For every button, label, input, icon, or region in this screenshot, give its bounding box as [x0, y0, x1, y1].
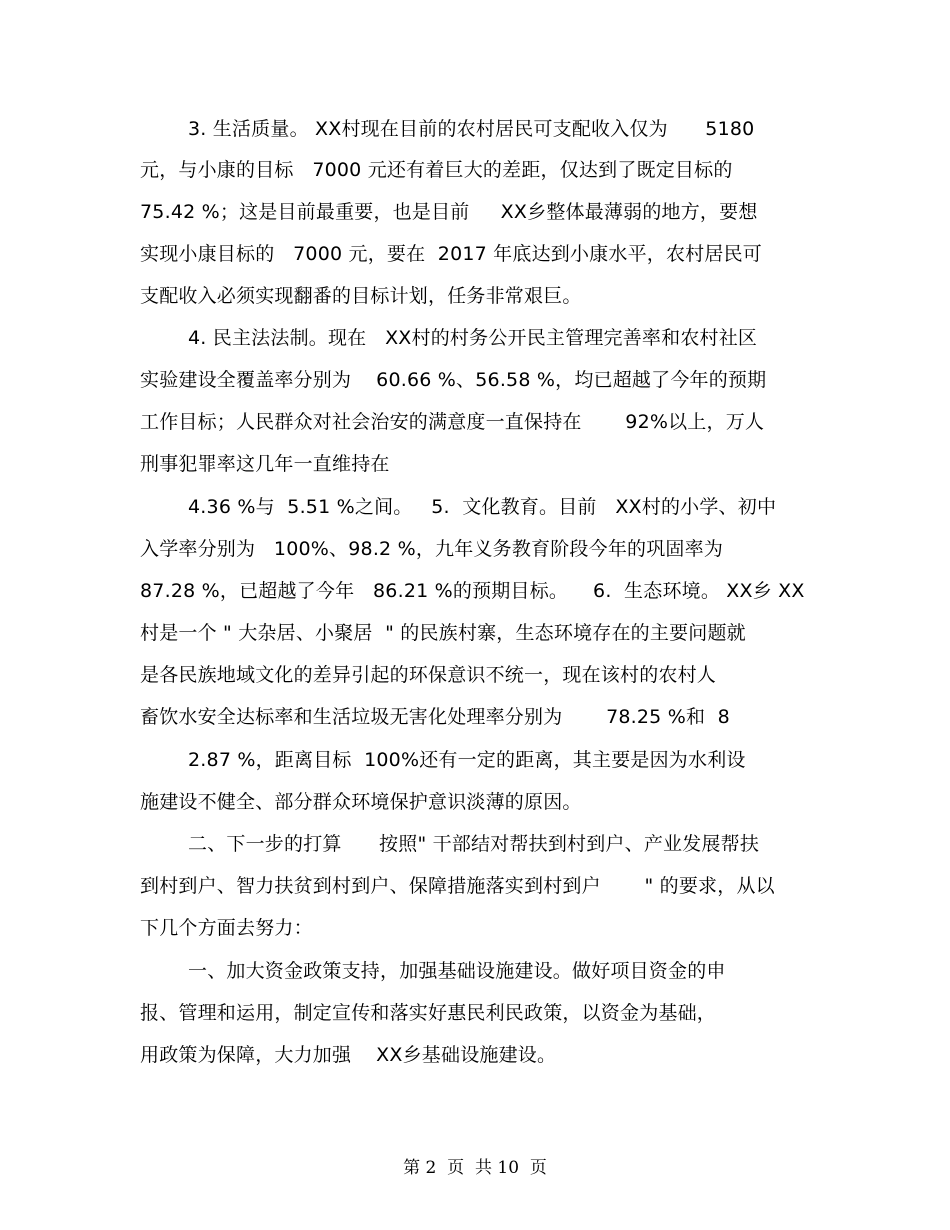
text-line: 施建设不健全、部分群众环境保护意识淡薄的原因。	[140, 791, 582, 813]
text-line: 实验建设全覆盖率分别为 60.66 %、56.58 %，均已超越了今年的预期	[140, 369, 767, 391]
text-line: 刑事犯罪率这几年一直维持在	[140, 453, 390, 475]
text-line: 75.42 %；这是目前最重要，也是目前 XX乡整体最薄弱的地方，要想	[140, 201, 758, 223]
text-line: 4.36 %与 5.51 %之间。 5. 文化教育。目前 XX村的小学、初中	[188, 496, 777, 518]
text-line: 实现小康目标的 7000 元，要在 2017 年底达到小康水平，农村居民可	[140, 243, 762, 265]
text-line: 支配收入必须实现翻番的目标计划，任务非常艰巨。	[140, 285, 582, 307]
text-line: 87.28 %，已超越了今年 86.21 %的预期目标。 6. 生态环境。 XX乡 XX	[140, 580, 805, 602]
text-line: 2.87 %，距离目标 100%还有一定的距离，其主要是因为水利设	[188, 749, 746, 771]
text-line: 二、下一步的打算 按照" 干部结对帮扶到村到户、产业发展帮扶	[188, 833, 760, 855]
text-line: 元，与小康的目标 7000 元还有着巨大的差距，仅达到了既定目标的	[140, 159, 733, 181]
page-footer: 第 2 页 共 10 页	[403, 1158, 547, 1178]
text-line: 到村到户、智力扶贫到村到户、保障措施落实到村到户 " 的要求，从以	[140, 875, 775, 897]
text-line: 报、管理和运用，制定宣传和落实好惠民利民政策，以资金为基础，	[140, 1002, 717, 1024]
text-line: 入学率分别为 100%、98.2 %，九年义务教育阶段今年的巩固率为	[140, 538, 724, 560]
text-line: 是各民族地域文化的差异引起的环保意识不统一，现在该村的农村人	[140, 664, 717, 686]
text-line: 4. 民主法法制。现在 XX村的村务公开民主管理完善率和农村社区	[188, 327, 758, 349]
text-line: 下几个方面去努力：	[140, 917, 313, 939]
text-line: 用政策为保障，大力加强 XX乡基础设施建设。	[140, 1044, 557, 1066]
text-line: 工作目标；人民群众对社会治安的满意度一直保持在 92%以上，万人	[140, 411, 765, 433]
text-line: 一、加大资金政策支持，加强基础设施建设。做好项目资金的申	[188, 960, 726, 982]
text-line: 村是一个 " 大杂居、小聚居 " 的民族村寨，生态环境存在的主要问题就	[140, 622, 746, 644]
text-line: 畜饮水安全达标率和生活垃圾无害化处理率分别为 78.25 %和 8	[140, 706, 730, 728]
text-line: 3. 生活质量。 XX村现在目前的农村居民可支配收入仅为 5180	[188, 118, 755, 140]
